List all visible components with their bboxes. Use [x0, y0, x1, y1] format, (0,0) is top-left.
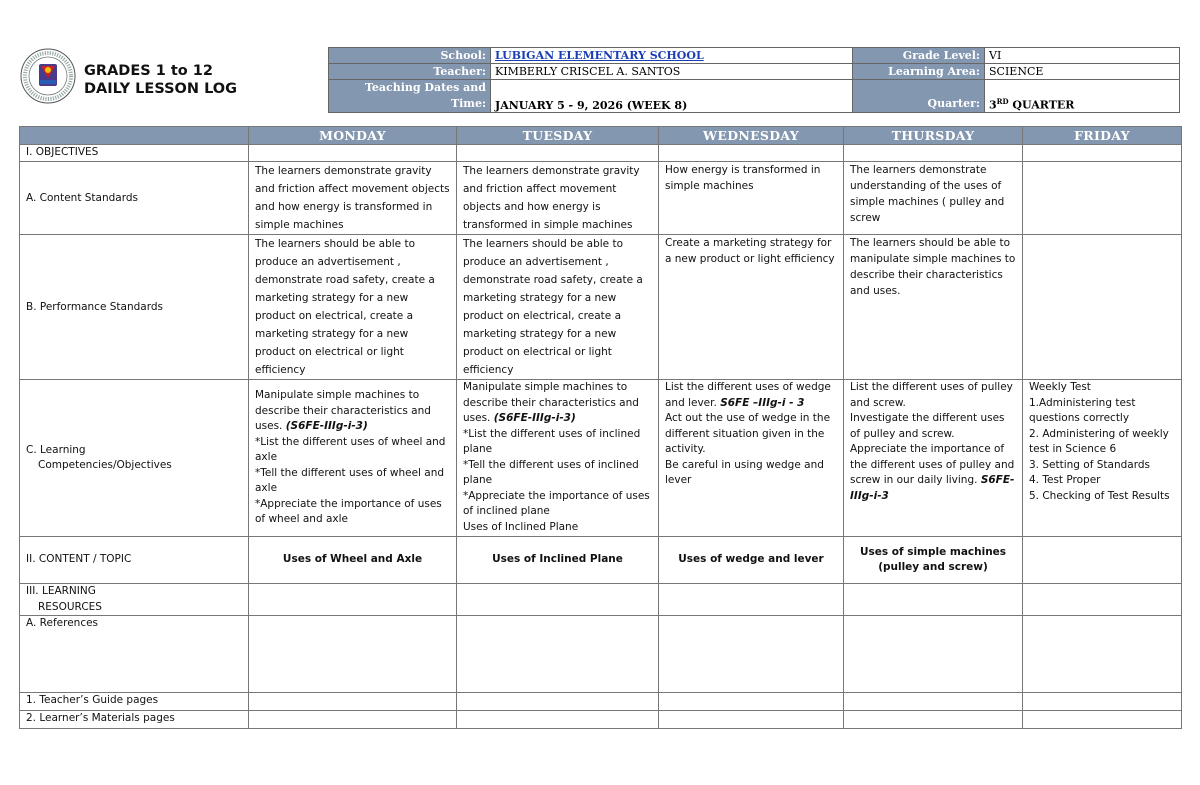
objectives-label: I. OBJECTIVES: [20, 145, 249, 162]
competencies-monday-code: (S6FE-IIIg-i-3): [285, 420, 368, 432]
competencies-label-line-1: C. Learning: [26, 443, 86, 456]
performance-standards-friday: [1023, 235, 1182, 380]
teacher-label: Teacher:: [329, 64, 491, 80]
competencies-wednesday-code: S6FE –IIIg-i - 3: [720, 396, 805, 409]
teachers-guide-label: 1. Teacher’s Guide pages: [20, 693, 249, 711]
content-topic-thursday-line-1: Uses of simple machines: [859, 545, 1007, 558]
school-value[interactable]: LUBIGAN ELEMENTARY SCHOOL: [491, 48, 853, 64]
quarter-text: QUARTER: [1008, 99, 1075, 112]
competencies-tuesday-code: (S6FE-IIIg-i-3): [493, 412, 576, 424]
learning-area-label: Learning Area:: [853, 64, 985, 80]
competencies-monday: [249, 380, 457, 537]
performance-standards-tuesday: The learners should be able to produce an advertisement , demonstrate road safety, create a marketing strategy for a new product on electrical, create a marketing strategy for a new product on electrical or light efficiency: [457, 235, 659, 380]
competencies-thursday: [844, 380, 1023, 537]
day-header-monday: MONDAY: [249, 127, 457, 145]
content-topic-thursday-line-2: (pulley and screw): [878, 561, 988, 573]
grade-level-value: VI: [985, 48, 1180, 64]
teaching-dates-label: Teaching Dates and Time:: [329, 80, 491, 113]
school-label: School:: [329, 48, 491, 64]
competencies-thursday-intro: List the different uses of pulley and screw. Investigate the different uses of pulley and screw. Appreciate the importance of the different uses of pulley and screw in our daily living.: [850, 381, 1015, 486]
learning-resources-line-2: RESOURCES: [38, 600, 102, 613]
quarter-number: 3: [989, 99, 997, 112]
quarter-suffix: RD: [996, 97, 1009, 107]
content-topic-monday: Uses of Wheel and Axle: [249, 537, 457, 584]
day-header-friday: FRIDAY: [1023, 127, 1182, 145]
deped-seal-logo: [20, 48, 76, 104]
document-title: [84, 62, 237, 98]
title-line-1: GRADES 1 to 12: [84, 63, 213, 79]
day-header-thursday: THURSDAY: [844, 127, 1023, 145]
competencies-tuesday: [457, 380, 659, 537]
competencies-label: [20, 380, 249, 537]
quarter-label: Quarter:: [853, 80, 985, 113]
competencies-monday-intro: Manipulate simple machines to describe their characteristics and uses.: [255, 389, 431, 432]
content-topic-label: II. CONTENT / TOPIC: [20, 537, 249, 584]
learning-resources-line-1: III. LEARNING: [26, 585, 96, 597]
quarter-value: [985, 80, 1180, 113]
performance-standards-thursday: The learners should be able to manipulate simple machines to describe their characteristics and uses.: [844, 235, 1023, 380]
teaching-dates-value: JANUARY 5 - 9, 2026 (WEEK 8): [491, 80, 853, 113]
title-line-2: DAILY LESSON LOG: [84, 81, 238, 97]
day-header-tuesday: TUESDAY: [457, 127, 659, 145]
grade-level-label: Grade Level:: [853, 48, 985, 64]
day-header-wednesday: WEDNESDAY: [659, 127, 844, 145]
content-topic-tuesday: Uses of Inclined Plane: [457, 537, 659, 584]
performance-standards-label: B. Performance Standards: [20, 235, 249, 380]
learners-materials-label: 2. Learner’s Materials pages: [20, 711, 249, 729]
content-topic-wednesday: Uses of wedge and lever: [659, 537, 844, 584]
learning-area-value: SCIENCE: [985, 64, 1180, 80]
lesson-log-table: [19, 126, 1182, 729]
header-info-table: [328, 47, 1180, 113]
references-label: A. References: [20, 616, 249, 693]
competencies-thursday-code: S6FE-IIIg-i-3: [850, 474, 1015, 502]
header-corner: [20, 127, 249, 145]
competencies-friday: Weekly Test 1.Administering test questions correctly 2. Administering of weekly test in Science 6 3. Setting of Standards 4. Test Proper 5. Checking of Test Results: [1023, 380, 1182, 537]
content-standards-wednesday: How energy is transformed in simple machines: [659, 162, 844, 235]
content-topic-friday: [1023, 537, 1182, 584]
performance-standards-monday: The learners should be able to produce an advertisement , demonstrate road safety, create a marketing strategy for a new product on electrical, create a marketing strategy for a new product on electrical or light efficiency: [249, 235, 457, 380]
competencies-wednesday-list: Act out the use of wedge in the different situation given in the activity. Be careful in using wedge and lever: [665, 412, 831, 486]
competencies-wednesday: [659, 380, 844, 537]
content-standards-friday: [1023, 162, 1182, 235]
performance-standards-wednesday: Create a marketing strategy for a new product or light efficiency: [659, 235, 844, 380]
content-standards-thursday: The learners demonstrate understanding of the uses of simple machines ( pulley and screw: [844, 162, 1023, 235]
competencies-monday-list: *List the different uses of wheel and axle *Tell the different uses of wheel and axle *Appreciate the importance of uses of wheel and axle: [255, 435, 446, 525]
content-standards-label: A. Content Standards: [20, 162, 249, 235]
competencies-wednesday-intro: List the different uses of wedge and lever.: [665, 381, 831, 409]
teacher-value: KIMBERLY CRISCEL A. SANTOS: [491, 64, 853, 80]
content-standards-monday: The learners demonstrate gravity and friction affect movement objects and how energy is transformed in simple machines: [249, 162, 457, 235]
learning-resources-label: [20, 584, 249, 616]
competencies-label-line-2: Competencies/Objectives: [38, 459, 172, 471]
content-standards-tuesday: The learners demonstrate gravity and friction affect movement objects and how energy is transformed in simple machines: [457, 162, 659, 235]
competencies-tuesday-intro: Manipulate simple machines to describe their characteristics and uses.: [463, 381, 639, 424]
content-topic-thursday: [844, 537, 1023, 584]
competencies-tuesday-list: *List the different uses of inclined plane *Tell the different uses of inclined plane *Appreciate the importance of uses of inclined plane Uses of Inclined Plane: [463, 427, 650, 533]
